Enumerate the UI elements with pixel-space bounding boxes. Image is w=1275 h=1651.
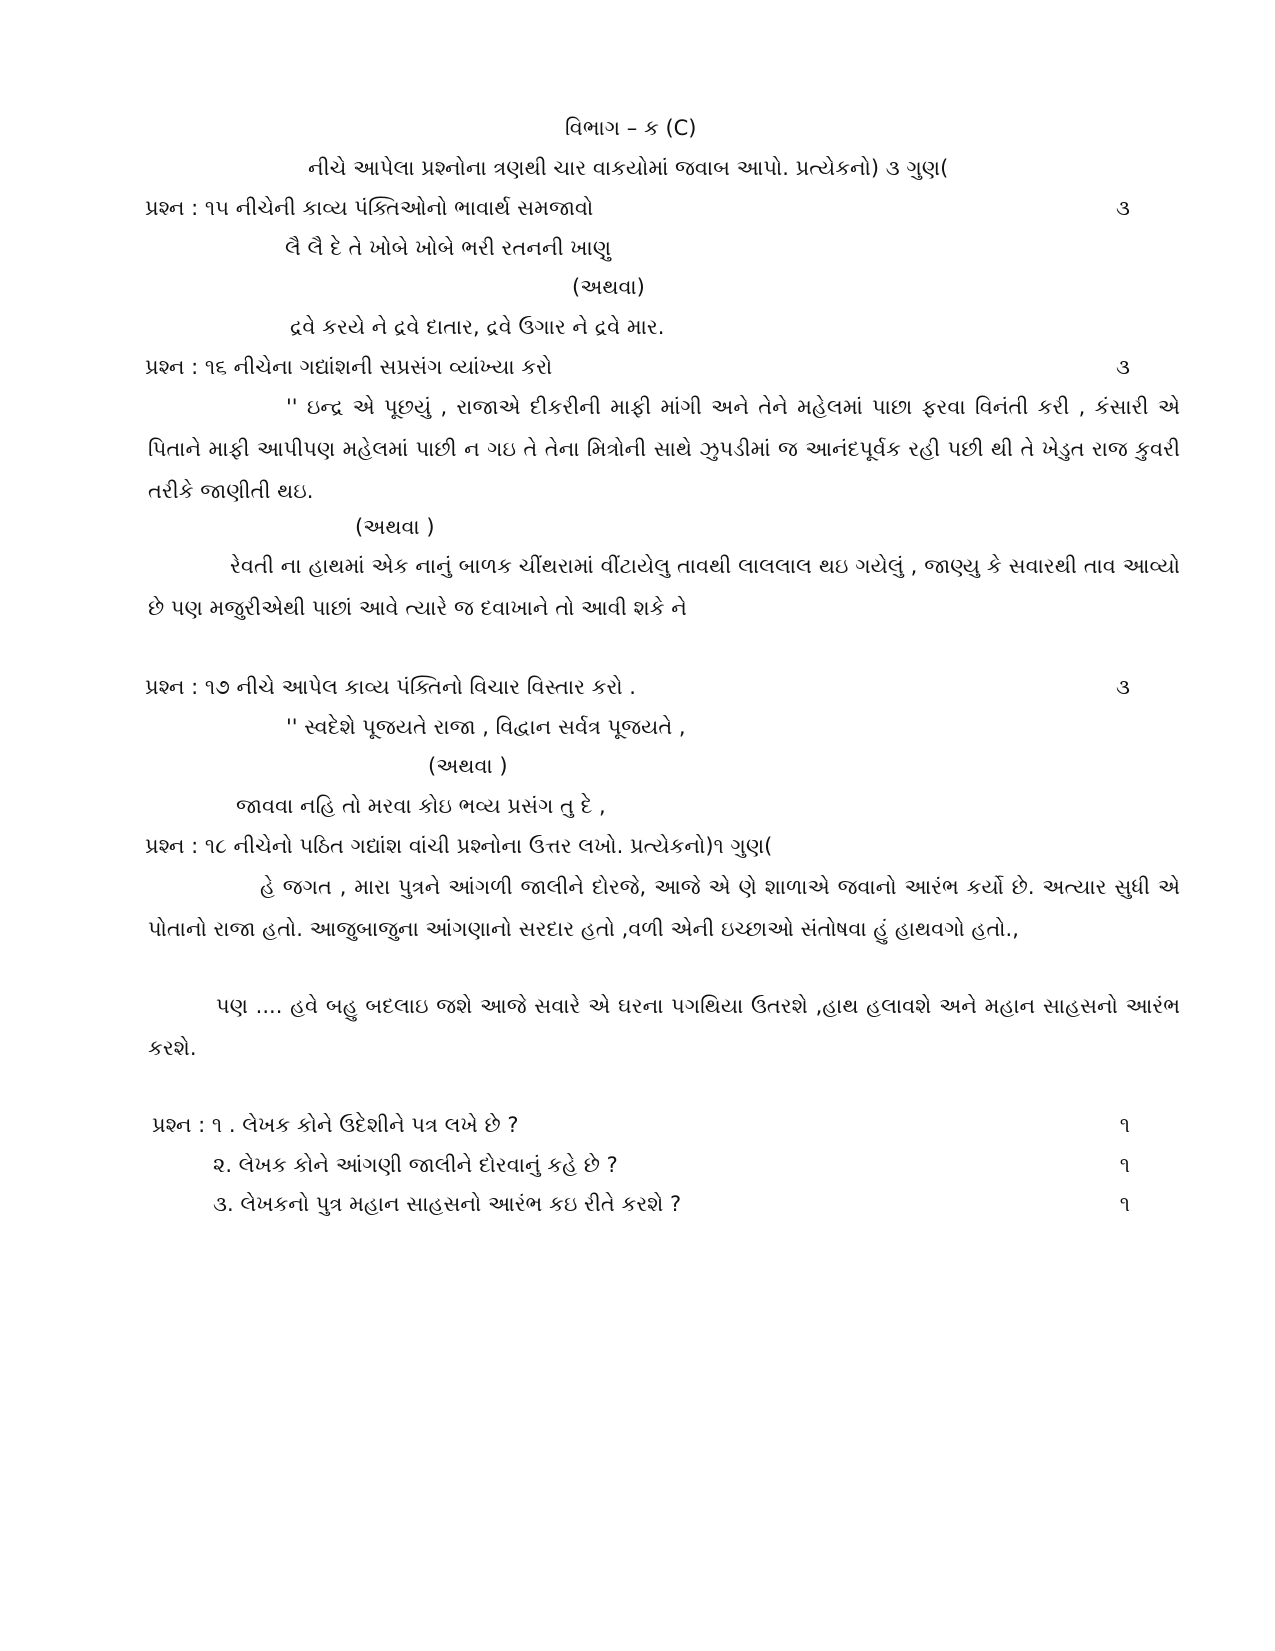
question-17-or: (અથવા ) xyxy=(428,754,508,778)
question-15-line-2: દ્રવે કરયે ને દ્રવે દાતાર, દ્રવે ઉગાર ને દ્રવે માર. xyxy=(290,315,665,339)
question-15-marks: ૩ xyxy=(1116,196,1130,220)
question-16-or: (અથવા ) xyxy=(355,515,435,539)
sub-question-2: ૨. લેખક કોને આંગણી જાલીને દોરવાનું કહે છે ? xyxy=(213,1153,618,1177)
question-15-label: પ્રશ્ન : ૧૫ નીચેની કાવ્ય પંક્તિઓનો ભાવાર્થ સમજાવો xyxy=(145,196,594,220)
section-title: વિભાગ – ક (C) xyxy=(565,116,697,140)
sub-question-1-marks: ૧ xyxy=(1119,1113,1130,1137)
question-17-line-1: '' સ્વદેશે પૂજયતે રાજા , વિદ્વાન સર્વત્ર પૂજયતે , xyxy=(286,715,686,739)
question-18-passage-2: પણ .... હવે બહુ બદલાઇ જશે આજે સવારે એ ઘરના પગથિયા ઉતરશે ,હાથ હલાવશે અને મહાન સાહસનો આરંભ કરશે. xyxy=(148,994,1180,1060)
sub-question-3: ૩. લેખકનો પુત્ર મહાન સાહસનો આરંભ કઇ રીતે કરશે ? xyxy=(213,1192,682,1216)
question-15-line-1: લૈ લૈ દે તે ખોબે ખોબે ભરી રતનની ખાણુ xyxy=(285,236,612,260)
question-15-or: (અથવા) xyxy=(572,275,645,299)
question-17-line-2: જાવવા નહિ તો મરવા કોઇ ભવ્ય પ્રસંગ તુ દે , xyxy=(236,794,606,818)
sub-question-1: પ્રશ્ન : ૧ . લેખક કોને ઉદેશીને પત્ર લખે છે ? xyxy=(152,1113,519,1137)
section-instruction: નીચે આપેલા પ્રશ્નોના ત્રણથી ચાર વાકયોમાં જવાબ આપો. પ્રત્યેકનો) ૩ ગુણ( xyxy=(308,156,949,180)
question-17-label: પ્રશ્ન : ૧૭ નીચે આપેલ કાવ્ય પંક્તિનો વિચાર વિસ્તાર કરો . xyxy=(145,675,636,699)
question-16-label: પ્રશ્ન : ૧૬ નીચેના ગદ્યાંશની સપ્રસંગ વ્યાંખ્યા કરો xyxy=(145,355,553,379)
question-16-marks: ૩ xyxy=(1116,355,1130,379)
question-18-passage-1: હે જગત , મારા પુત્રને આંગળી જાલીને દોરજે, આજે એ ણે શાળાએ જવાનો આરંભ કર્યો છે. અત્યાર સુધી એ પોતાનો રાજા હતો. આજુબાજુના આંગણાનો સરદાર હતો ,વળી એની ઇચ્છાઓ સંતોષવા હું હાથવગો હતો., xyxy=(148,875,1180,941)
question-16-passage-1: '' ઇન્દ્ર એ પૂછયું , રાજાએ દીકરીની માફી માંગી અને તેને મહેલમાં પાછા ફરવા વિનંતી કરી , કંસારી એ પિતાને માફી આપીપણ મહેલમાં પાછી ન ગઇ તે તેના મિત્રોની સાથે ઝુપડીમાં જ આનંદપૂર્વક રહી પછી થી તે ખેડુત રાજ કુવરી તરીકે જાણીતી થઇ. xyxy=(148,395,1180,503)
question-17-marks: ૩ xyxy=(1116,675,1130,699)
question-16-passage-2: રેવતી ના હાથમાં એક નાનું બાળક ચીંથરામાં વીંટાયેલુ તાવથી લાલલાલ થઇ ગયેલું , જાણ્યુ કે સવારથી તાવ આવ્યો છે પણ મજુરીએથી પાછાં આવે ત્યારે જ દવાખાને તો આવી શકે ને xyxy=(148,554,1180,620)
question-18-label: પ્રશ્ન : ૧૮ નીચેનો પઠિત ગદ્યાંશ વાંચી પ્રશ્નોના ઉત્તર લખો. પ્રત્યેકનો)૧ ગુણ( xyxy=(145,834,773,858)
sub-question-2-marks: ૧ xyxy=(1119,1153,1130,1177)
sub-question-3-marks: ૧ xyxy=(1119,1192,1130,1216)
